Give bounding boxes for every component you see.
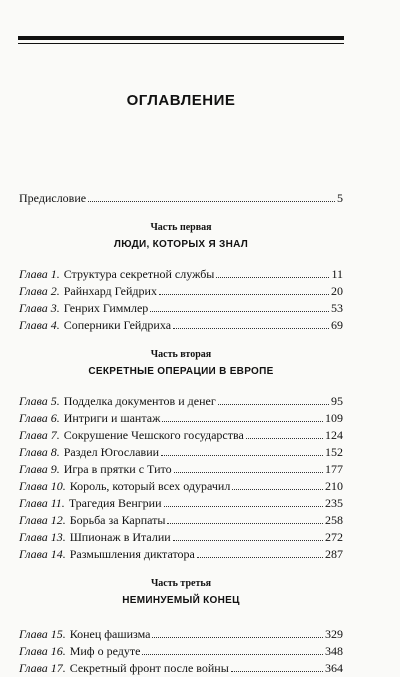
toc-entry-chapter: Глава 4. bbox=[19, 318, 60, 332]
top-rule-thick bbox=[18, 36, 344, 40]
toc-entry-page: 109 bbox=[325, 411, 343, 425]
leader-dots bbox=[164, 495, 323, 507]
toc-entry[interactable] bbox=[19, 495, 343, 512]
toc-entry-name: Интриги и шантаж bbox=[63, 411, 161, 425]
toc-entry-page: 329 bbox=[325, 627, 343, 641]
toc-entry-page: 53 bbox=[331, 301, 343, 315]
toc-entry[interactable] bbox=[19, 626, 343, 643]
leader-dots bbox=[232, 478, 323, 490]
leader-dots bbox=[152, 626, 323, 638]
toc-entry[interactable] bbox=[19, 393, 343, 410]
leader-dots bbox=[162, 410, 323, 422]
toc-entry[interactable] bbox=[19, 546, 343, 563]
leader-dots bbox=[231, 660, 323, 672]
part-label: Часть вторая bbox=[150, 349, 212, 360]
toc-entry-chapter: Глава 10. bbox=[19, 479, 66, 493]
toc-entry-page: 272 bbox=[325, 530, 343, 544]
toc-entry-name: Игра в прятки с Тито bbox=[63, 462, 172, 476]
toc-entry[interactable] bbox=[19, 300, 343, 317]
toc-entry-name: Размышления диктатора bbox=[69, 547, 195, 561]
toc-entry[interactable] bbox=[19, 461, 343, 478]
toc-entry[interactable] bbox=[19, 410, 343, 427]
toc-entry-chapter: Глава 11. bbox=[19, 496, 65, 510]
toc-entry-chapter: Глава 3. bbox=[19, 301, 60, 315]
leader-dots bbox=[150, 300, 329, 312]
toc-entry-chapter: Глава 8. bbox=[19, 445, 60, 459]
toc-entry[interactable] bbox=[19, 283, 343, 300]
toc-part bbox=[19, 348, 343, 563]
toc-entry-page: 348 bbox=[325, 644, 343, 658]
top-rule-thin bbox=[18, 43, 344, 44]
page-title: ОГЛАВЛЕНИЕ bbox=[126, 92, 236, 109]
toc-entry-name: Трагедия Венгрии bbox=[68, 496, 162, 510]
leader-dots bbox=[218, 393, 329, 405]
toc-entry[interactable] bbox=[19, 512, 343, 529]
toc-part bbox=[19, 577, 343, 677]
toc-entry-chapter: Глава 13. bbox=[19, 530, 66, 544]
toc-entry[interactable] bbox=[19, 660, 343, 677]
table-of-contents bbox=[19, 190, 343, 677]
toc-part bbox=[19, 221, 343, 334]
toc-entry-page: 152 bbox=[325, 445, 343, 459]
toc-entry-name: Предисловие bbox=[19, 191, 87, 205]
toc-entry-chapter: Глава 15. bbox=[19, 627, 66, 641]
toc-entry-chapter: Глава 7. bbox=[19, 428, 60, 442]
leader-dots bbox=[173, 317, 329, 329]
leader-dots bbox=[167, 512, 323, 524]
toc-entry-name: Шпионаж в Италии bbox=[69, 530, 171, 544]
toc-entry-page: 5 bbox=[337, 191, 343, 205]
toc-entry-chapter: Глава 16. bbox=[19, 644, 66, 658]
leader-dots bbox=[161, 444, 323, 456]
toc-entry[interactable] bbox=[19, 529, 343, 546]
toc-entry[interactable] bbox=[19, 643, 343, 660]
part-label: Часть третья bbox=[150, 578, 212, 589]
toc-entry-page: 287 bbox=[325, 547, 343, 561]
part-title: НЕМИНУЕМЫЙ КОНЕЦ bbox=[122, 595, 240, 606]
toc-entry-chapter: Глава 17. bbox=[19, 661, 66, 675]
toc-entry-preface[interactable] bbox=[19, 190, 343, 207]
toc-entry-page: 11 bbox=[331, 267, 343, 281]
toc-entry[interactable] bbox=[19, 444, 343, 461]
toc-entry-chapter: Глава 6. bbox=[19, 411, 60, 425]
toc-entry-name: Райнхард Гейдрих bbox=[63, 284, 157, 298]
toc-entry[interactable] bbox=[19, 478, 343, 495]
toc-entry-name: Раздел Югославии bbox=[63, 445, 160, 459]
leader-dots bbox=[174, 461, 323, 473]
part-title: ЛЮДИ, КОТОРЫХ Я ЗНАЛ bbox=[113, 239, 249, 250]
toc-entry-name: Структура секретной службы bbox=[63, 267, 215, 281]
leader-dots bbox=[159, 283, 329, 295]
toc-entry-name: Сокрушение Чешского государства bbox=[63, 428, 244, 442]
leader-dots bbox=[246, 427, 323, 439]
toc-entry-page: 235 bbox=[325, 496, 343, 510]
toc-entry-name: Генрих Гиммлер bbox=[63, 301, 149, 315]
toc-entry-name: Соперники Гейдриха bbox=[63, 318, 172, 332]
toc-entry-chapter: Глава 5. bbox=[19, 394, 60, 408]
toc-entry-chapter: Глава 14. bbox=[19, 547, 66, 561]
part-title: СЕКРЕТНЫЕ ОПЕРАЦИИ В ЕВРОПЕ bbox=[88, 366, 274, 377]
toc-entry-page: 364 bbox=[325, 661, 343, 675]
leader-dots bbox=[197, 546, 323, 558]
toc-entry-name: Подделка документов и денег bbox=[63, 394, 216, 408]
leader-dots bbox=[88, 190, 335, 202]
toc-entry-name: Борьба за Карпаты bbox=[69, 513, 166, 527]
toc-entry-chapter: Глава 9. bbox=[19, 462, 60, 476]
toc-entry[interactable] bbox=[19, 317, 343, 334]
toc-entry-page: 258 bbox=[325, 513, 343, 527]
toc-entry-page: 20 bbox=[331, 284, 343, 298]
leader-dots bbox=[173, 529, 323, 541]
toc-parts bbox=[19, 221, 343, 677]
toc-entry[interactable] bbox=[19, 266, 343, 283]
toc-entry-page: 210 bbox=[325, 479, 343, 493]
toc-entry-page: 177 bbox=[325, 462, 343, 476]
leader-dots bbox=[216, 266, 329, 278]
toc-entry-name: Миф о редуте bbox=[69, 644, 141, 658]
toc-entry-page: 95 bbox=[331, 394, 343, 408]
toc-entry-name: Секретный фронт после войны bbox=[69, 661, 229, 675]
part-label: Часть первая bbox=[150, 222, 212, 233]
toc-entry-chapter: Глава 12. bbox=[19, 513, 66, 527]
toc-entry[interactable] bbox=[19, 427, 343, 444]
toc-entry-chapter: Глава 1. bbox=[19, 267, 60, 281]
toc-entry-name: Конец фашизма bbox=[69, 627, 151, 641]
toc-entry-chapter: Глава 2. bbox=[19, 284, 60, 298]
toc-entry-page: 124 bbox=[325, 428, 343, 442]
leader-dots bbox=[142, 643, 323, 655]
toc-entry-name: Король, который всех одурачил bbox=[69, 479, 231, 493]
toc-entry-page: 69 bbox=[331, 318, 343, 332]
